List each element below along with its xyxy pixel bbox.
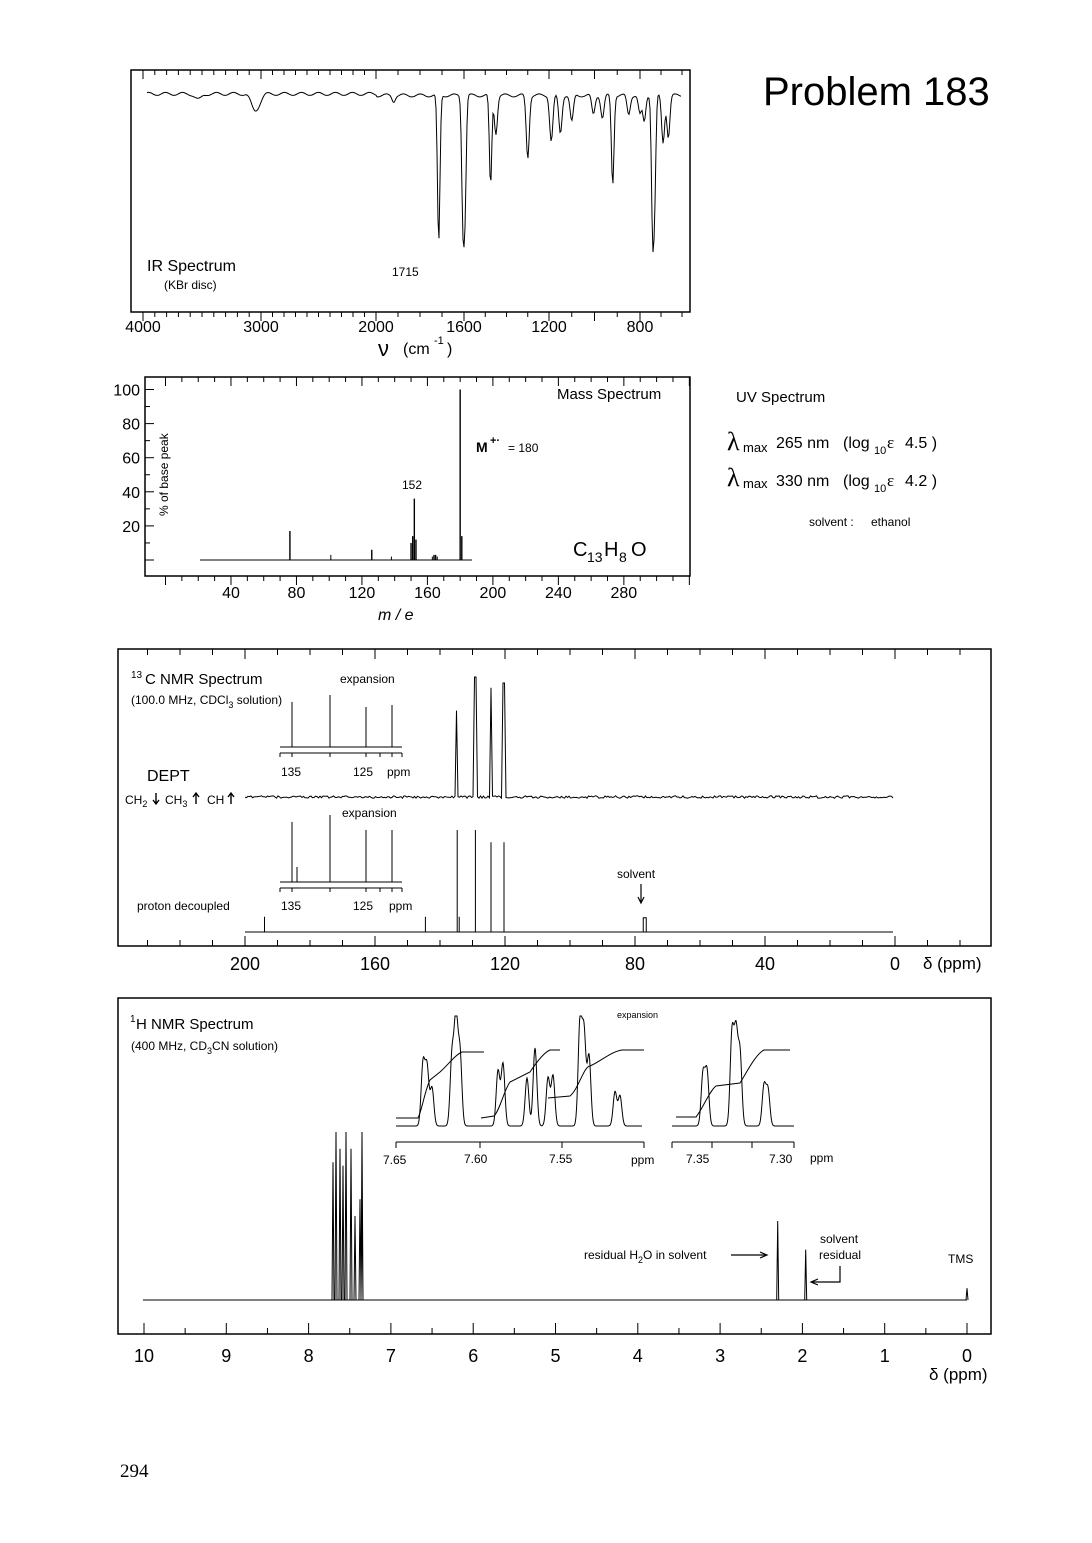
- max-sub: max: [743, 440, 768, 455]
- ir-annotation-1715: 1715: [392, 265, 419, 279]
- exp1-tick-7.65: 7.65: [383, 1153, 407, 1167]
- uv-log-1: 4.5 ): [905, 435, 938, 452]
- ms-x-tick-label: 40: [222, 585, 240, 602]
- exp1-tick-ppm: ppm: [631, 1153, 655, 1167]
- ms-y-tick-label: 60: [122, 450, 140, 468]
- ir-title: IR Spectrum: [147, 258, 236, 275]
- ir-tick-label: 800: [626, 319, 654, 336]
- ms-y-tick-label: 20: [122, 518, 140, 536]
- formula-sub-13: 13: [587, 549, 603, 565]
- ms-x-tick-label: 160: [414, 585, 441, 602]
- h1-tick-labels: [134, 1346, 972, 1366]
- exp-tick-ppm: ppm: [387, 765, 411, 779]
- h1-water-label: residual $H_2O$ in solvent: [584, 1248, 707, 1265]
- h1-title: H NMR Spectrum: [136, 1016, 254, 1033]
- exp-tick-135: 135: [281, 765, 302, 779]
- uv-log-2: 4.2 ): [905, 473, 938, 490]
- epsilon-symbol: ε: [887, 471, 895, 490]
- arrow-down-icon: [153, 793, 159, 804]
- exp2-tick-ppm: ppm: [810, 1151, 834, 1165]
- c13-tick-labels: [230, 954, 900, 974]
- ir-xlabel-close: ): [447, 341, 453, 358]
- c13-xlabel: δ (ppm): [923, 954, 982, 973]
- dept-legend: [125, 793, 234, 809]
- ir-tick-label: 1200: [531, 319, 567, 336]
- c13-tick-label: 120: [489, 954, 521, 974]
- c13-dept-expansion: [280, 695, 402, 757]
- dept-ch: CH: [207, 793, 225, 807]
- solvent-arrow-icon: [638, 884, 644, 903]
- exp-tick-125: 125: [353, 899, 374, 913]
- ms-tick-labels: [113, 383, 637, 603]
- ms-ylabel: % of base peak: [157, 433, 171, 516]
- epsilon-symbol: ε: [887, 433, 895, 452]
- h1-expansion-label: expansion: [617, 1010, 659, 1020]
- multiplet-trace: [396, 1016, 642, 1126]
- integral-trace: [396, 1050, 644, 1118]
- uv-line-2: [727, 463, 937, 495]
- ms-peak-label-152: 152: [402, 478, 423, 492]
- ir-tick-label: 2000: [358, 319, 394, 336]
- dept-ch2: $CH_2$: [125, 793, 148, 809]
- c13-tick-label: 160: [359, 954, 391, 974]
- h1-tick-label: 3: [715, 1346, 726, 1366]
- exp1-tick-7.60: 7.60: [464, 1152, 488, 1166]
- ms-m-label: M: [476, 439, 488, 455]
- h1-tick-label: 8: [303, 1346, 314, 1366]
- c13-decoupled-expansion: [280, 815, 402, 892]
- h1-tick-label: 1: [879, 1346, 890, 1366]
- formula-sub-8: 8: [619, 549, 627, 565]
- exp-tick-ppm: ppm: [389, 899, 413, 913]
- uv-solvent-value: ethanol: [871, 515, 911, 529]
- arrow-up-icon: [228, 793, 234, 804]
- log-prefix: (log: [843, 435, 870, 452]
- arrow-up-icon: [193, 793, 199, 804]
- h1-ticks: [144, 1323, 967, 1334]
- h1-subtitle: (400 MHz, $CD_3CN$ solution): [131, 1039, 279, 1056]
- ir-tick-label: 3000: [243, 319, 279, 336]
- ir-tick-labels: [125, 319, 653, 336]
- exp1-tick-7.55: 7.55: [549, 1152, 573, 1166]
- exp2-tick-7.35: 7.35: [686, 1152, 710, 1166]
- log-sub: 10: [874, 483, 887, 495]
- formula-c: C: [573, 539, 588, 561]
- h1-tick-label: 9: [221, 1346, 232, 1366]
- h1-expansion-aromatic-2: [672, 1021, 794, 1148]
- c13-title-sup: 13: [131, 670, 143, 681]
- formula-o: O: [631, 539, 647, 561]
- uv-lambda-2: 330 nm: [776, 473, 830, 490]
- h1-tms-label: TMS: [948, 1252, 974, 1266]
- ir-xlabel-unit: (cm: [403, 341, 430, 358]
- dept-label: DEPT: [147, 768, 190, 785]
- ir-xlabel-sup: -1: [434, 335, 444, 347]
- exp2-tick-7.30: 7.30: [769, 1152, 793, 1166]
- ir-trace: [147, 92, 681, 252]
- decoupled-label: proton decoupled: [137, 899, 230, 913]
- uv-spectrum-block: [727, 389, 937, 529]
- water-arrow-icon: [731, 1252, 767, 1258]
- log-prefix: (log: [843, 473, 870, 490]
- lambda-symbol: λ: [727, 427, 740, 456]
- c13-tick-label: 0: [889, 954, 901, 974]
- h1-tick-label: 5: [550, 1346, 561, 1366]
- max-sub: max: [743, 476, 768, 491]
- formula-h: H: [604, 539, 619, 561]
- c13-title: C NMR Spectrum: [145, 671, 263, 688]
- ms-m-value: = 180: [508, 441, 539, 455]
- h1-nmr-chart: [118, 998, 991, 1384]
- ir-xlabel-symbol: ν: [378, 336, 389, 361]
- mass-spectrum-chart: [113, 377, 690, 624]
- h1-tick-label: 7: [385, 1346, 396, 1366]
- uv-title: UV Spectrum: [736, 389, 826, 406]
- ms-title: Mass Spectrum: [557, 386, 662, 403]
- ms-x-tick-label: 120: [348, 585, 376, 602]
- c13-solvent-label: solvent: [617, 867, 656, 881]
- uv-line-1: [727, 427, 937, 457]
- ms-formula: [573, 539, 647, 565]
- c13-tick-label: 200: [229, 954, 261, 974]
- c13-tick-label: 80: [624, 954, 646, 974]
- h1-solvent-line2: residual: [819, 1248, 862, 1262]
- h1-tick-label: 4: [632, 1346, 643, 1366]
- ms-x-tick-label: 200: [479, 585, 507, 602]
- c13-tick-label: 40: [754, 954, 776, 974]
- uv-lambda-1: 265 nm: [776, 435, 830, 452]
- ms-m-sup: +·: [490, 435, 501, 447]
- h1-tick-label: 2: [797, 1346, 808, 1366]
- h1-title-sup: 1: [130, 1014, 136, 1025]
- solvent-arrow-icon: [811, 1266, 840, 1285]
- ir-ticks: [143, 70, 682, 321]
- integral-trace: [676, 1050, 790, 1117]
- ms-x-tick-label: 280: [610, 585, 638, 602]
- ms-x-tick-label: 80: [287, 585, 306, 602]
- ms-y-tick-label: 80: [122, 416, 140, 434]
- ms-x-tick-label: 240: [545, 585, 572, 602]
- page-number: 294: [120, 1461, 149, 1482]
- lambda-symbol: λ: [727, 463, 740, 492]
- h1-expansion-aromatic-1: [396, 1016, 644, 1148]
- problem-title: Problem 183: [763, 70, 990, 114]
- ms-y-tick-label: 100: [113, 382, 140, 400]
- c13-dept-trace: [245, 677, 893, 798]
- expansion-trace: [280, 815, 402, 882]
- ms-bars: [290, 390, 462, 561]
- multiplet-trace: [672, 1021, 794, 1126]
- exp-tick-125: 125: [353, 765, 374, 779]
- ms-xlabel: m / e: [378, 607, 414, 624]
- h1-tick-label: 6: [468, 1346, 479, 1366]
- h1-tick-label: 0: [961, 1346, 973, 1366]
- c13-subtitle: (100.0 MHz, CDCl$_3$ solution): [131, 693, 283, 710]
- ir-subtitle: (KBr disc): [164, 278, 217, 292]
- c13-nmr-chart: [118, 649, 991, 974]
- uv-solvent-label: solvent :: [809, 515, 854, 529]
- exp-tick-135: 135: [281, 899, 302, 913]
- c13-dept-expansion-label: expansion: [340, 672, 395, 686]
- ir-spectrum-chart: [125, 70, 690, 361]
- c13-decoupled-expansion-label: expansion: [342, 806, 397, 820]
- h1-solvent-line1: solvent: [820, 1232, 859, 1246]
- ir-tick-label: 4000: [125, 319, 161, 336]
- c13-decoupled-trace: [245, 830, 893, 932]
- expansion-trace: [280, 695, 402, 747]
- dept-ch3: $CH_3$: [165, 793, 188, 809]
- ir-tick-label: 1600: [446, 319, 482, 336]
- log-sub: 10: [874, 445, 887, 457]
- ms-y-tick-label: 40: [122, 484, 140, 502]
- h1-xlabel: δ (ppm): [929, 1365, 988, 1384]
- h1-tick-label: 10: [133, 1346, 155, 1366]
